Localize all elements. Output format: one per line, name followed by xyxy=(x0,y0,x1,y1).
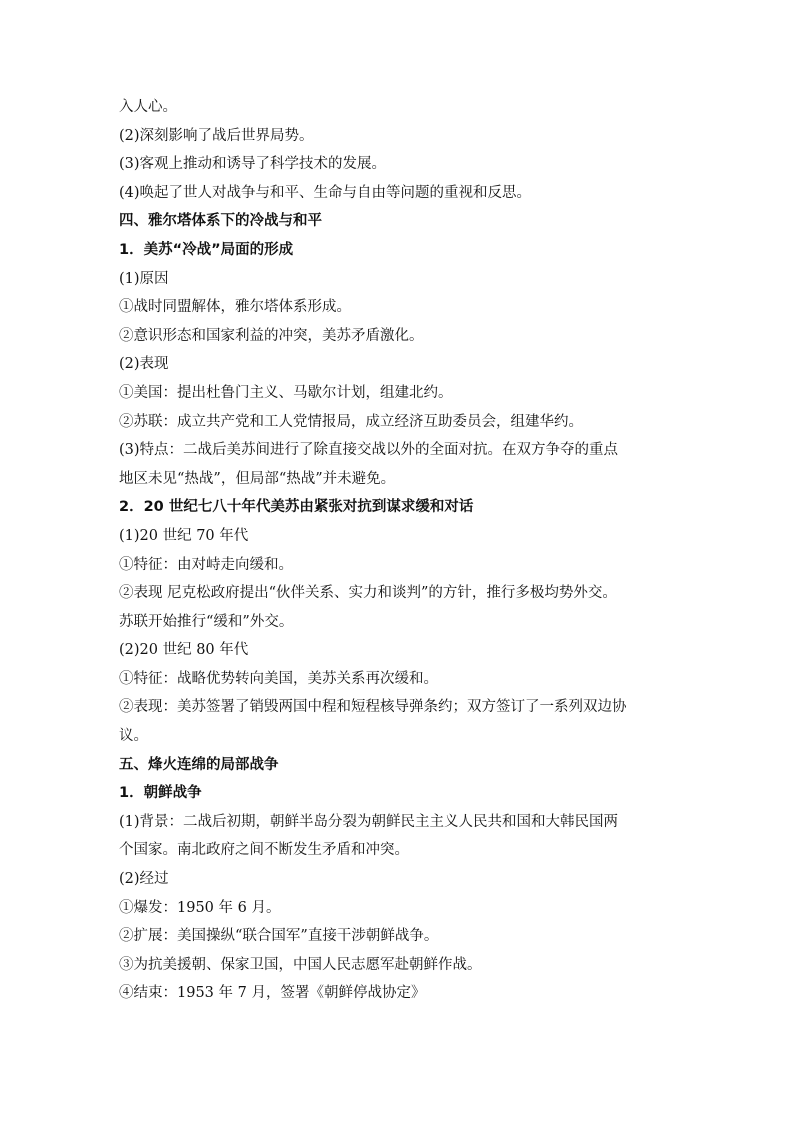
text-line: ②表现：美苏签署了销毁两国中程和短程核导弹条约；双方签订了一系列双边协 xyxy=(119,699,627,716)
section-heading: 1．美苏“冷战”局面的形成 xyxy=(119,241,294,258)
text-line: ③为抗美援朝、保家卫国，中国人民志愿军赴朝鲜作战。 xyxy=(119,956,482,973)
text-line: ④结束：1953 年 7 月，签署《朝鲜停战协定》 xyxy=(119,985,426,1002)
section-heading: 五、烽火连绵的局部战争 xyxy=(119,756,279,773)
text-line: (1)原因 xyxy=(119,270,169,287)
text-line: ②表现 尼克松政府提出“伙伴关系、实力和谈判”的方针，推行多极均势外交。 xyxy=(119,585,617,602)
text-line: (2)经过 xyxy=(119,871,169,888)
text-line: ②意识形态和国家利益的冲突，美苏矛盾激化。 xyxy=(119,327,424,344)
text-line: (2)深刻影响了战后世界局势。 xyxy=(119,127,314,144)
text-line: ①爆发：1950 年 6 月。 xyxy=(119,899,281,916)
section-heading: 2．20 世纪七八十年代美苏由紧张对抗到谋求缓和对话 xyxy=(119,499,474,516)
text-line: 议。 xyxy=(119,728,148,745)
text-line: (2)表现 xyxy=(119,356,169,373)
text-line: 地区未见“热战”，但局部“热战”并未避免。 xyxy=(119,470,396,487)
text-line: (3)特点：二战后美苏间进行了除直接交战以外的全面对抗。在双方争夺的重点 xyxy=(119,442,619,459)
text-line: (3)客观上推动和诱导了科学技术的发展。 xyxy=(119,156,387,173)
text-line: (1)20 世纪 70 年代 xyxy=(119,527,249,544)
text-line: ②扩展：美国操纵“联合国军”直接干涉朝鲜战争。 xyxy=(119,928,439,945)
text-line: 苏联开始推行“缓和”外交。 xyxy=(119,613,294,630)
text-line: ①战时同盟解体，雅尔塔体系形成。 xyxy=(119,299,351,316)
text-line: (2)20 世纪 80 年代 xyxy=(119,642,249,659)
text-line: (4)唤起了世人对战争与和平、生命与自由等问题的重视和反思。 xyxy=(119,184,532,201)
text-line: (1)背景：二战后初期，朝鲜半岛分裂为朝鲜民主主义人民共和国和大韩民国两 xyxy=(119,813,619,830)
section-heading: 四、雅尔塔体系下的冷战与和平 xyxy=(119,213,322,230)
text-line: ①美国：提出杜鲁门主义、马歇尔计划，组建北约。 xyxy=(119,384,453,401)
text-line: ①特征：战略优势转向美国，美苏关系再次缓和。 xyxy=(119,670,438,687)
document-body xyxy=(119,93,679,1008)
text-line: ①特征：由对峙走向缓和。 xyxy=(119,556,293,573)
text-line: 个国家。南北政府之间不断发生矛盾和冲突。 xyxy=(119,842,409,859)
text-line: ②苏联：成立共产党和工人党情报局，成立经济互助委员会，组建华约。 xyxy=(119,413,583,430)
text-line: 入人心。 xyxy=(119,99,177,115)
section-heading: 1．朝鲜战争 xyxy=(119,785,202,802)
